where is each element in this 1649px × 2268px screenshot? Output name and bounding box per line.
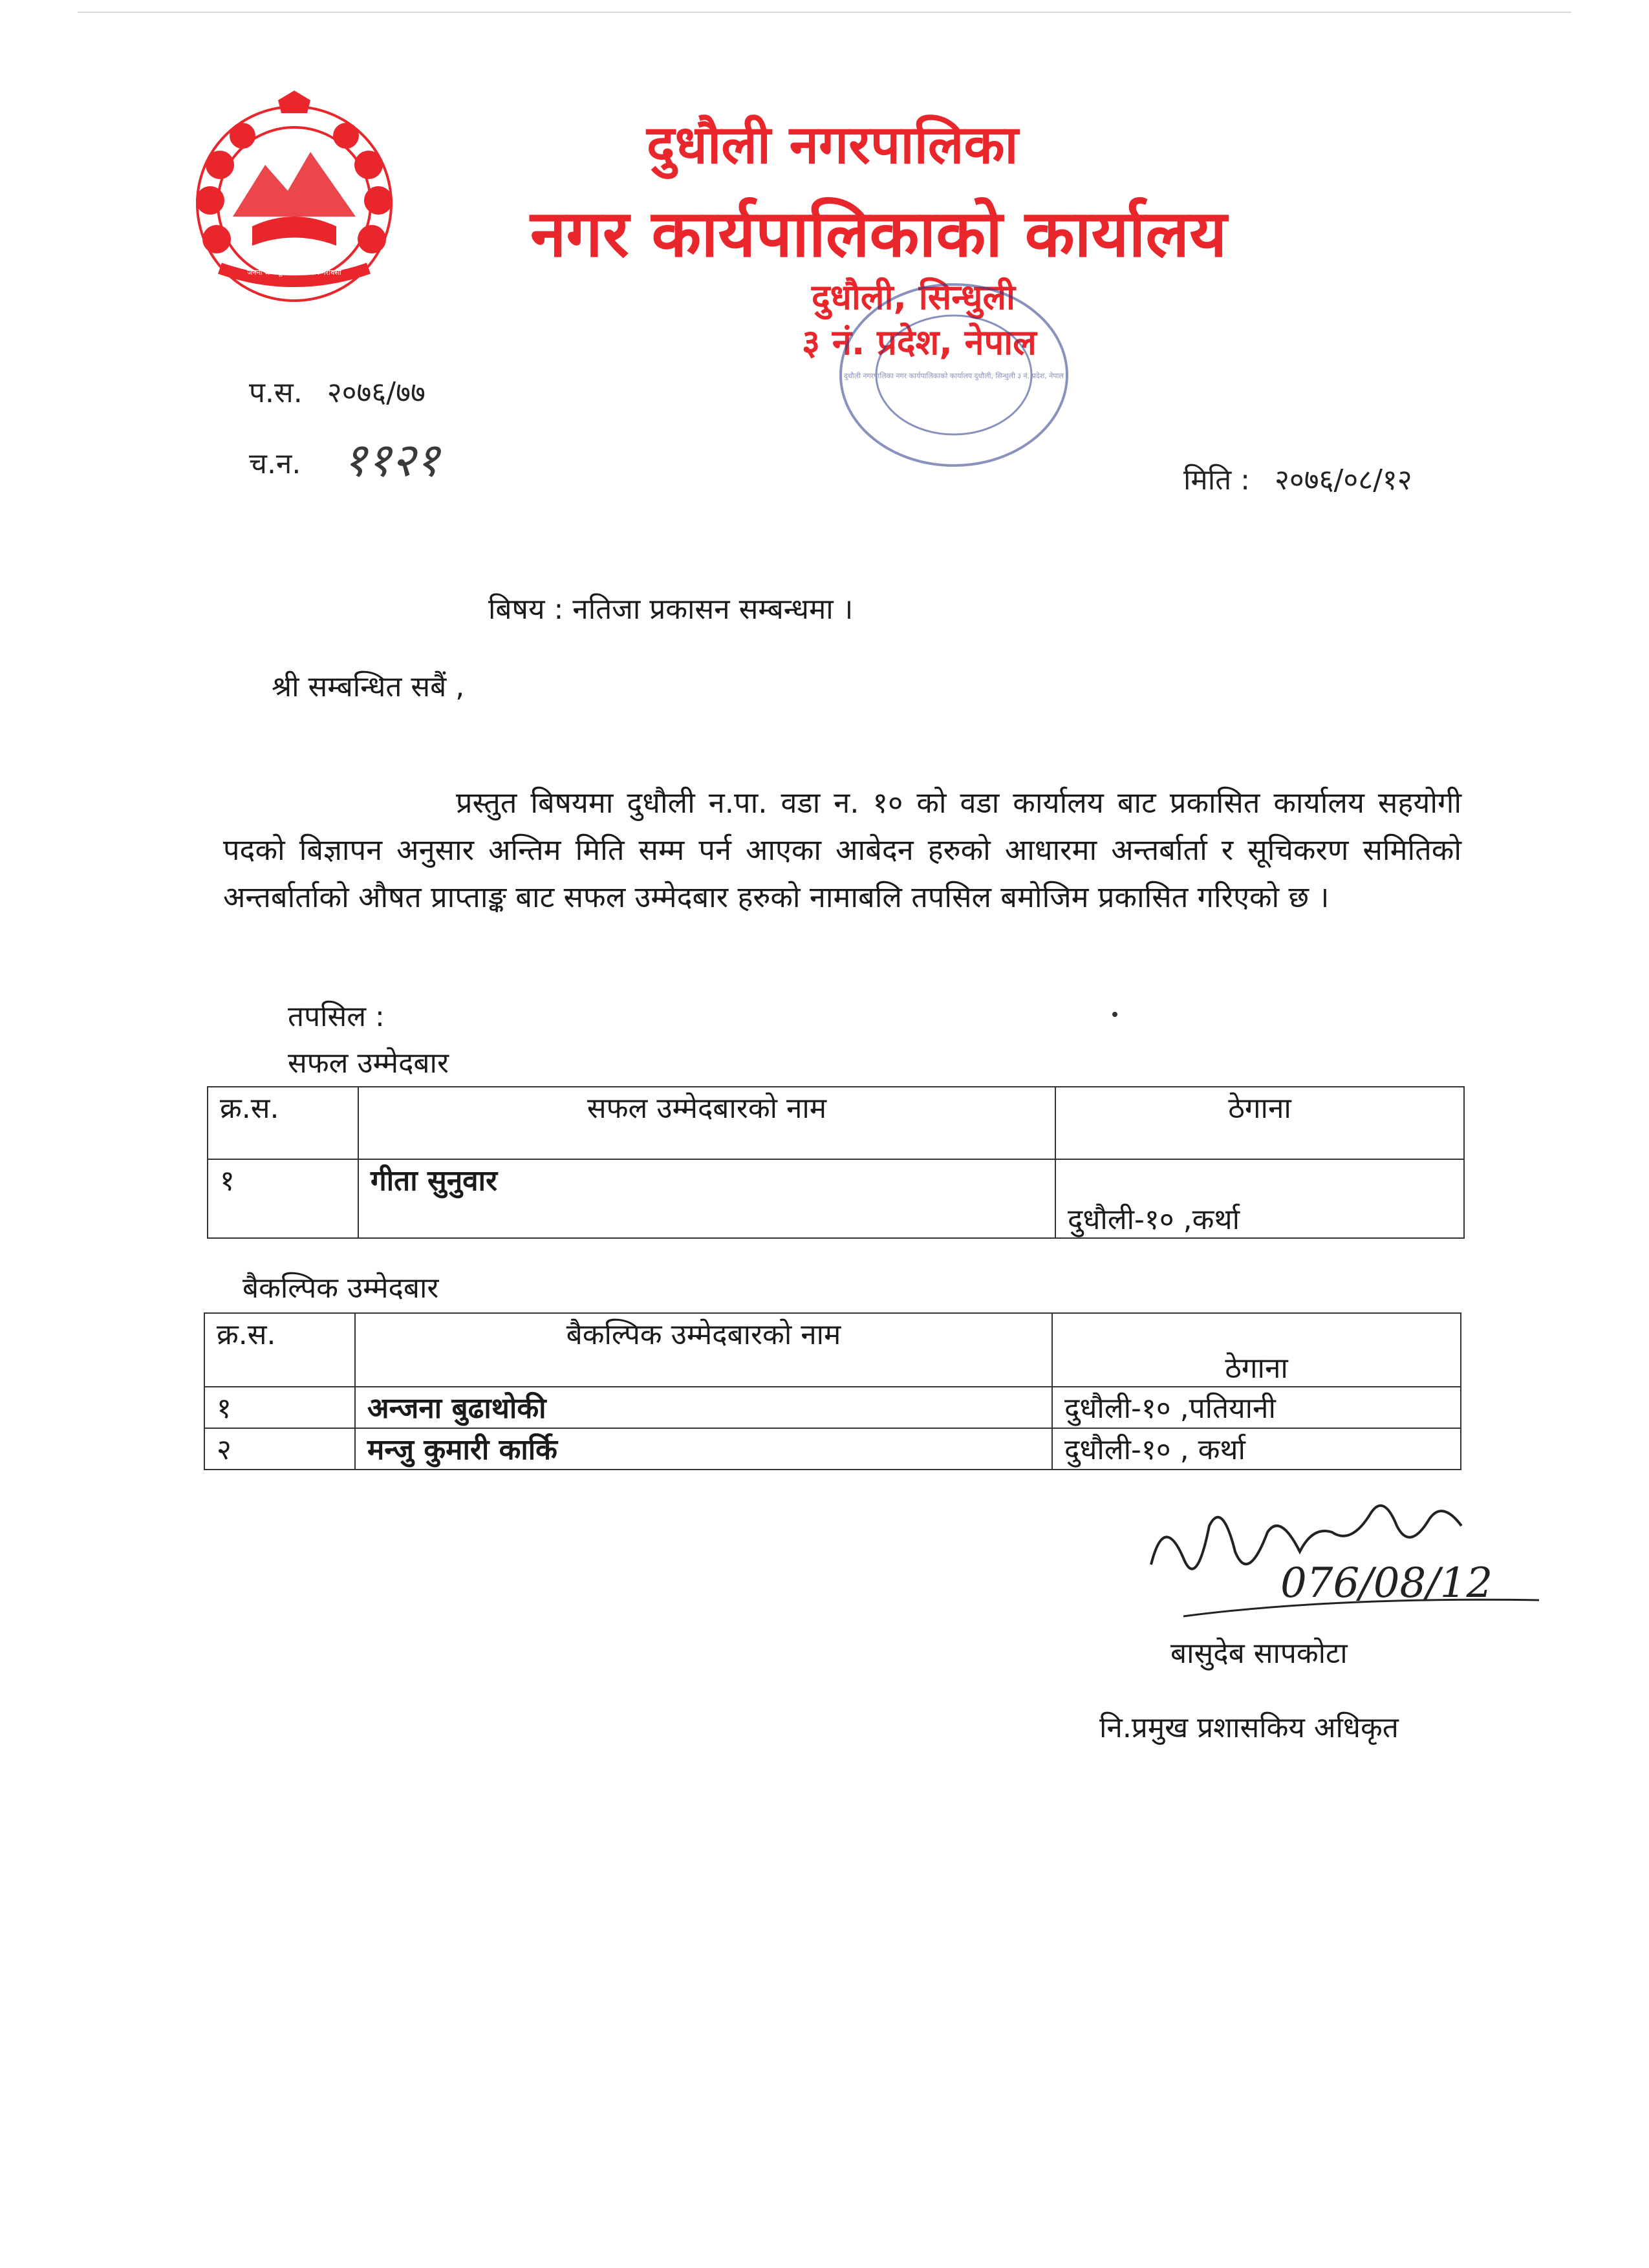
table-row [204, 1428, 1461, 1470]
ps-value: २०७६/७७ [327, 376, 426, 409]
salutation: श्री सम्बन्धित सबैं , [272, 670, 465, 703]
emblem-motto-text: जननी जन्मभूमिश्च स्वर्गादपि गरीयसी [247, 268, 341, 277]
date [1183, 459, 1412, 498]
header-name: बैकल्पिक उम्मेदबारको नाम [355, 1313, 1052, 1387]
alternate-candidates-table [204, 1312, 1461, 1470]
office-stamp-icon [834, 278, 1073, 472]
ps-label: प.स. [249, 376, 303, 409]
cell-sn: १ [208, 1159, 358, 1238]
office-address-line1: दुधौली, सिन्धुली [812, 277, 1016, 317]
handwritten-signature-icon [1138, 1487, 1558, 1636]
successful-candidates-table [207, 1086, 1465, 1239]
header-sn: क्र.स. [208, 1087, 358, 1159]
signature-date-text: 076/08/12 [1280, 1559, 1493, 1607]
nepal-emblem-icon [181, 87, 407, 314]
cell-address: दुधौली-१० ,कर्था [1055, 1159, 1464, 1238]
header-address: ठेगाना [1055, 1087, 1464, 1159]
header-sn: क्र.स. [204, 1313, 355, 1387]
cell-name: मन्जु कुमारी कार्कि [355, 1428, 1052, 1470]
chalani-label: च.न. [249, 447, 301, 480]
municipality-name: दुधौली नगरपालिका [647, 114, 1018, 176]
letter-subject: बिषय : नतिजा प्रकासन सम्बन्धमा । [488, 593, 854, 626]
stray-mark [1112, 1012, 1117, 1017]
header-name: सफल उम्मेदबारको नाम [358, 1087, 1055, 1159]
date-label: मिति : [1183, 464, 1250, 497]
signatory-name: बासुदेब सापकोटा [1170, 1637, 1348, 1670]
cell-sn: १ [204, 1387, 355, 1428]
body-paragraph: प्रस्तुत बिषयमा दुधौली न.पा. वडा न. १० को वडा कार्यालय बाट प्रकासित कार्यालय सहयोगी पदको बिज्ञापन अनुसार अन्तिम मिति सम्म पर्न आएका आबेदन हरुको आधारमा अन्तर्बार्ता र सूचिकरण समितिको अन्तर्बार्ताको औषत प्राप्ताङ्क बाट सफल उम्मेदबार हरुको नामाबलि तपसिल बमोजिम प्रकासित गरिएको छ । [223, 786, 1461, 914]
cell-address: दुधौली-१० , कर्था [1052, 1428, 1461, 1470]
chalani-number-handwritten: ११२१ [343, 433, 440, 487]
header-address: ठेगाना [1052, 1313, 1461, 1387]
top-rule [78, 12, 1571, 13]
table-row [204, 1387, 1461, 1428]
successful-section-title: सफल उम्मेदबार [288, 1047, 449, 1080]
office-name: नगर कार्यपालिकाको कार्यालय [530, 196, 1227, 272]
cell-name: अन्जना बुढाथोकी [355, 1387, 1052, 1428]
signatory-title: नि.प्रमुख प्रशासकिय अधिकृत [1099, 1711, 1399, 1744]
cell-sn: २ [204, 1428, 355, 1470]
office-address-line2: ३ नं. प्रदेश, नेपाल [802, 322, 1037, 363]
stamp-text: दुधौली नगरपालिका नगर कार्यपालिकाको कार्यालय दुधौली, सिन्धुली ३ नं. प्रदेश, नेपाल [844, 372, 1064, 380]
tapasil-label: तपसिल : [288, 1000, 385, 1033]
patra-sankhya [249, 372, 426, 411]
cell-name: गीता सुनुवार [358, 1159, 1055, 1238]
table-header-row [208, 1087, 1464, 1159]
table-header-row [204, 1313, 1461, 1387]
cell-address: दुधौली-१० ,पतियानी [1052, 1387, 1461, 1428]
alternate-section-title: बैकल्पिक उम्मेदबार [242, 1272, 439, 1305]
date-value: २०७६/०८/१२ [1275, 464, 1412, 497]
table-row [208, 1159, 1464, 1238]
